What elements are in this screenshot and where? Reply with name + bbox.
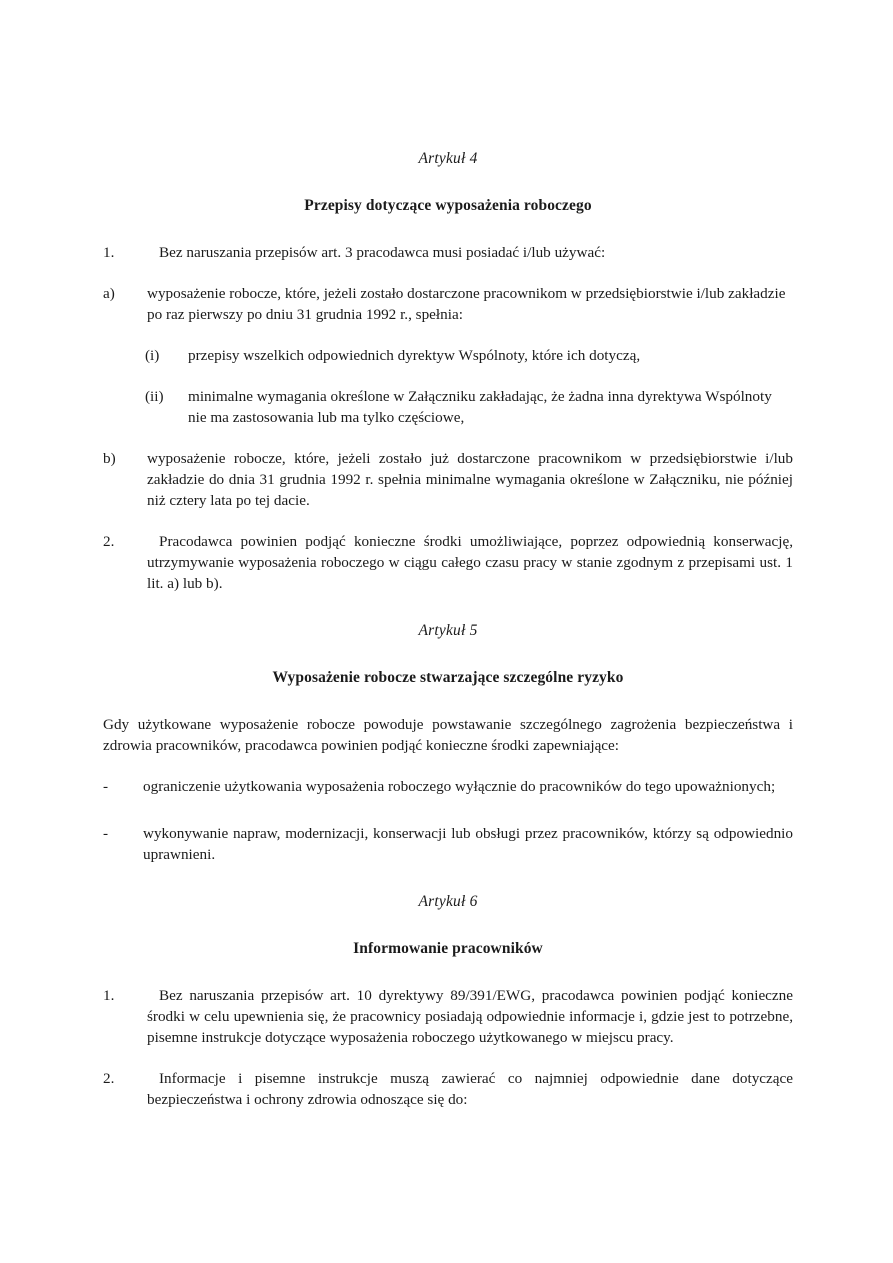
list-text: wykonywanie napraw, modernizacji, konserwacji lub obsługi przez pracowników, którzy są odpowiednio uprawnieni. (143, 825, 793, 863)
list-text: minimalne wymagania określone w Załączniku zakładając, że żadna inna dyrektywa Wspólnoty nie ma zastosowania lub ma tylko częściowe, (188, 388, 772, 426)
list-text: Bez naruszania przepisów art. 3 pracodawca musi posiadać i/lub używać: (159, 244, 606, 261)
list-marker: 1. (103, 244, 115, 261)
article-4-subitem-ii (103, 386, 793, 428)
list-marker: (ii) (145, 388, 164, 405)
list-text: wyposażenie robocze, które, jeżeli zostało już dostarczone pracownikom w przedsiębiorstwie i/lub zakładzie do dnia 31 grudnia 1992 r. spełnia minimalne wymagania określone w Załączniku, nie później niż cztery lata po tej dacie. (147, 450, 793, 509)
list-marker: a) (103, 285, 115, 302)
spacer (103, 959, 793, 985)
article-6-item-1 (103, 985, 793, 1048)
article-5-intro: Gdy użytkowane wyposażenie robocze powoduje powstawanie szczególnego zagrożenia bezpieczeństwa i zdrowia pracowników, pracodawca powinien podjąć konieczne środki zapewniające: (103, 716, 793, 754)
list-text: przepisy wszelkich odpowiednich dyrektyw Wspólnoty, które ich dotyczą, (188, 347, 641, 364)
spacer (103, 1048, 793, 1068)
article-5-title: Artykuł 5 (418, 622, 478, 639)
list-marker: 1. (103, 987, 115, 1004)
list-marker: (i) (145, 347, 160, 364)
spacer (103, 756, 793, 776)
list-marker: b) (103, 450, 116, 467)
spacer (103, 263, 793, 283)
spacer (103, 169, 793, 195)
list-text: Bez naruszania przepisów art. 10 dyrektywy 89/391/EWG, pracodawca powinien podjąć konieczne środki w celu upewnienia się, że pracownicy posiadają odpowiednie informacje i, gdzie jest to potrzebne, pisemne instrukcje dotyczące wyposażenia roboczego użytkowanego w miejscu pracy. (147, 987, 793, 1046)
list-marker: 2. (103, 1070, 115, 1087)
spacer (103, 325, 793, 345)
spacer (103, 511, 793, 531)
list-marker: 2. (103, 533, 115, 550)
spacer (103, 594, 793, 620)
list-text: Informacje i pisemne instrukcje muszą zawierać co najmniej odpowiednie dane dotyczące bezpieczeństwa i ochrony zdrowia odnoszące się do: (147, 1070, 793, 1108)
article-4-heading: Przepisy dotyczące wyposażenia roboczego (304, 197, 592, 214)
article-4-item-a (103, 283, 793, 325)
article-4-subitem-i (103, 345, 793, 366)
article-5-bullet-2 (103, 823, 793, 865)
article-4-item-1 (103, 242, 793, 263)
article-6-heading: Informowanie pracowników (353, 940, 543, 957)
spacer (103, 428, 793, 448)
list-text: ograniczenie użytkowania wyposażenia roboczego wyłącznie do pracowników do tego upoważnionych; (143, 778, 776, 795)
spacer (103, 641, 793, 667)
article-6-item-2 (103, 1068, 793, 1110)
spacer (103, 912, 793, 938)
list-marker: - (103, 825, 109, 842)
article-4-item-b (103, 448, 793, 511)
spacer (103, 797, 793, 823)
spacer (103, 865, 793, 891)
list-marker: - (103, 778, 109, 795)
article-5-bullet-1 (103, 776, 793, 797)
spacer (103, 216, 793, 242)
list-text: Pracodawca powinien podjąć konieczne środki umożliwiające, poprzez odpowiednią konserwację, utrzymywanie wyposażenia roboczego w ciągu całego czasu pracy w stanie zgodnym z przepisami ust. 1 lit. a) lub b). (147, 533, 793, 592)
article-5-heading: Wyposażenie robocze stwarzające szczególne ryzyko (272, 669, 624, 686)
spacer (103, 366, 793, 386)
article-6-title: Artykuł 6 (418, 893, 478, 910)
list-text: wyposażenie robocze, które, jeżeli zostało dostarczone pracownikom w przedsiębiorstwie i/lub zakładzie po raz pierwszy po dniu 31 grudnia 1992 r., spełnia: (147, 285, 786, 323)
article-4-title: Artykuł 4 (418, 150, 478, 167)
article-4-item-2 (103, 531, 793, 594)
document-content (103, 148, 793, 1110)
spacer (103, 688, 793, 714)
